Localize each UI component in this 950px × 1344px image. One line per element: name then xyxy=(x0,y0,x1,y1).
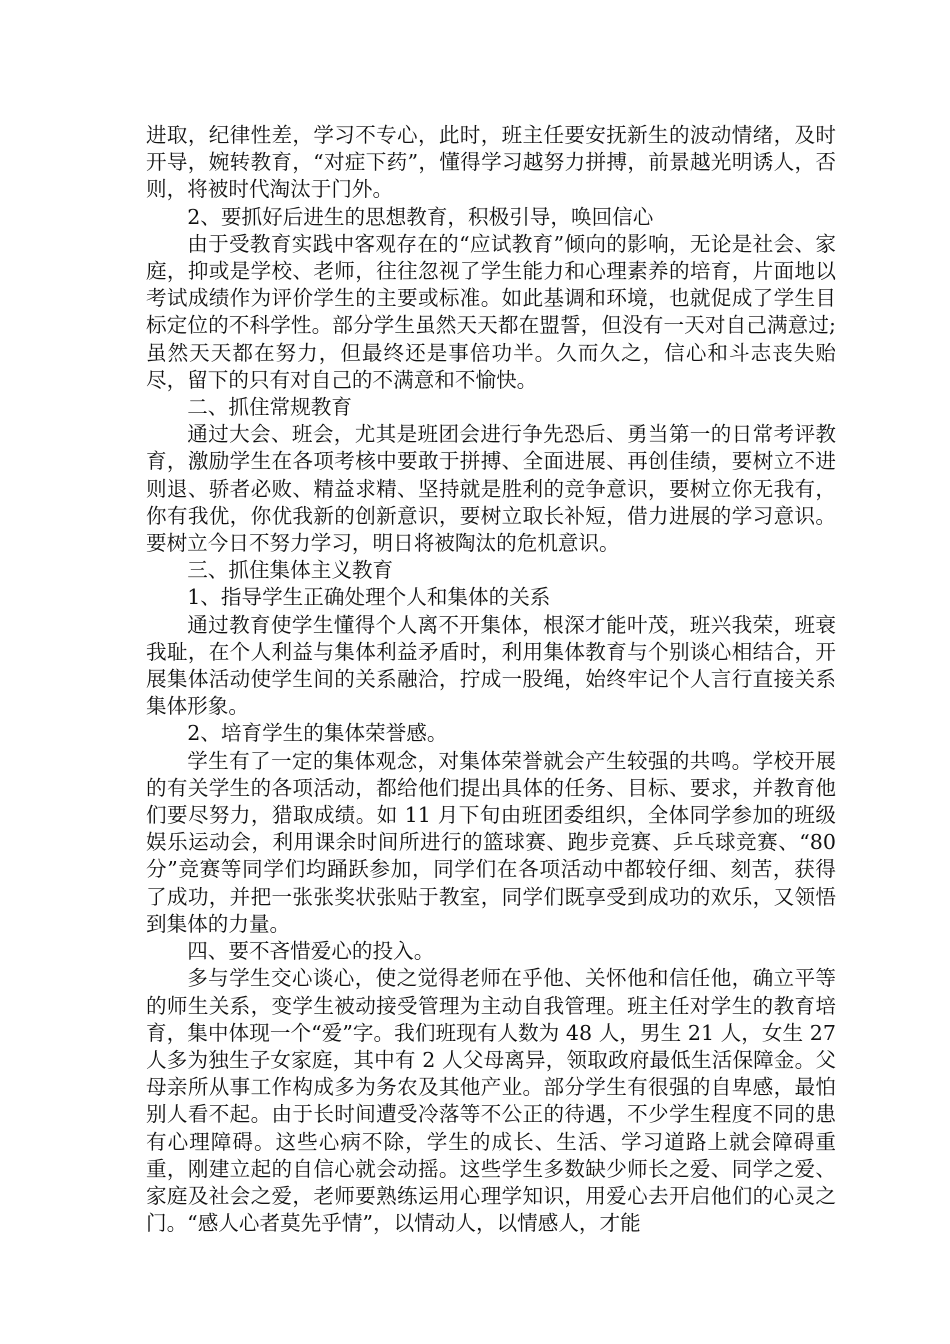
heading-routine-education: 二、抓住常规教育 xyxy=(187,395,352,420)
subheading-collective-honor: 2、培育学生的集体荣誉感。 xyxy=(187,721,448,746)
heading-collectivism-education: 三、抓住集体主义教育 xyxy=(187,558,394,583)
paragraph-continuation: 进取，纪律性差，学习不专心，此时，班主任要安抚新生的波动情绪，及时开导，婉转教育，“对症下药”，懂得学习越努力拼搏，前景越光明诱人，否则，将被时代淘汰于门外。 xyxy=(146,123,836,202)
paragraph-love-investment: 多与学生交心谈心，使之觉得老师在乎他、关怀他和信任他，确立平等的师生关系，变学生被动接受管理为主动自我管理。班主任对学生的教育培育，集中体现一个“爱”字。我们班现有人数为 48 人，男生 21 人，女生 27 人多为独生子女家庭，其中有 2 人父母离异，领取政府最低生活保障金。父母亲所从事工作构成多为务农及其他产业。部分学生有很强的自卑感，最怕别人看不起。由于长时间遭受冷落等不公正的待遇，不少学生程度不同的患有心理障碍。这些心病不除，学生的成长、生活、学习道路上就会障碍重重，刚建立起的自信心就会动摇。这些学生多数缺少师长之爱、同学之爱、家庭及社会之爱，老师要熟练运用心理学知识，用爱心去开启他们的心灵之门。“感人心者莫先乎情”，以情动人，以情感人，才能 xyxy=(146,966,836,1236)
paragraph-collective-honor: 学生有了一定的集体观念，对集体荣誉就会产生较强的共鸣。学校开展的有关学生的各项活动，都给他们提出具体的任务、目标、要求，并教育他们要尽努力，猎取成绩。如 11 月下旬由班团委组织，全体同学参加的班级娱乐运动会，利用课余时间所进行的篮球赛、跑步竞赛、乒乓球竞赛、“80 分”竞赛等同学们均踊跃参加，同学们在各项活动中都较仔细、刻苦，获得了成功，并把一张张奖状张贴于教室，同学们既享受到成功的欢乐，又领悟到集体的力量。 xyxy=(146,748,836,936)
paragraph-exam-oriented-education: 由于受教育实践中客观存在的“应试教育”倾向的影响，无论是社会、家庭，抑或是学校、老师，往往忽视了学生能力和心理素养的培育，片面地以考试成绩作为评价学生的主要或标准。如此基调和环境，也就促成了学生目标定位的不科学性。部分学生虽然天天都在盟誓，但没有一天对自己满意过;虽然天天都在努力，但最终还是事倍功半。久而久之，信心和斗志丧失贻尽，留下的只有对自己的不满意和不愉快。 xyxy=(146,231,836,392)
heading-love-investment: 四、要不吝惜爱心的投入。 xyxy=(187,939,435,964)
subheading-individual-collective: 1、指导学生正确处理个人和集体的关系 xyxy=(187,585,551,610)
paragraph-individual-collective: 通过教育使学生懂得个人离不开集体，根深才能叶茂，班兴我荣，班衰我耻，在个人利益与集体利益矛盾时，利用集体教育与个别谈心相结合，开展集体活动使学生间的关系融洽，拧成一股绳，始终牢记个人言行直接关系集体形象。 xyxy=(146,612,836,719)
subheading-backward-students: 2、要抓好后进生的思想教育，积极引导，唤回信心 xyxy=(187,204,654,229)
document-body xyxy=(146,122,836,1237)
paragraph-routine-education: 通过大会、班会，尤其是班团会进行争先恐后、勇当第一的日常考评教育，激励学生在各项考核中要敢于拼搏、全面进展、再创佳绩，要树立不进则退、骄者必败、精益求精、坚持就是胜利的竞争意识，要树立你无我有，你有我优，你优我新的创新意识，要树立取长补短，借力进展的学习意识。要树立今日不努力学习，明日将被陶汰的危机意识。 xyxy=(146,422,836,556)
